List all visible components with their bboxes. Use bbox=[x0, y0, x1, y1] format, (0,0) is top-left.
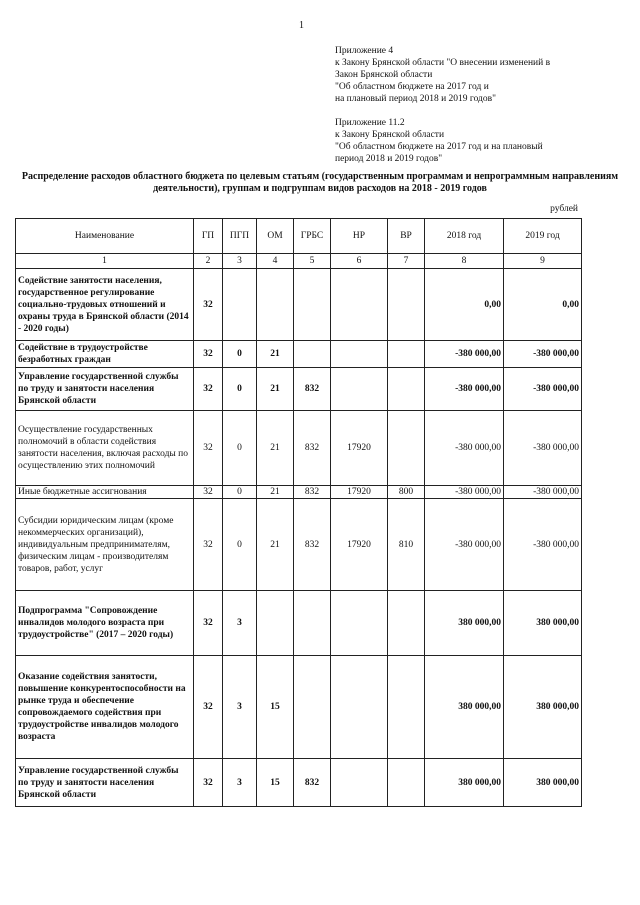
column-number: 6 bbox=[331, 254, 388, 269]
cell-pgp bbox=[223, 269, 257, 341]
cell-2018: 380 000,00 bbox=[425, 591, 504, 656]
cell-grbs: 832 bbox=[294, 411, 331, 486]
appendix-line: "Об областном бюджете на 2017 год и bbox=[335, 82, 489, 92]
column-number: 3 bbox=[223, 254, 257, 269]
cell-gp: 32 bbox=[194, 499, 223, 591]
table-row bbox=[16, 411, 582, 486]
cell-2018: -380 000,00 bbox=[425, 499, 504, 591]
header-nr: НР bbox=[331, 219, 388, 254]
cell-gp: 32 bbox=[194, 486, 223, 499]
cell-om: 21 bbox=[257, 341, 294, 368]
row-name: Подпрограмма "Сопровождение инвалидов молодого возраста при трудоустройстве" (2017 – 2020 годы) bbox=[16, 591, 194, 656]
cell-pgp: 3 bbox=[223, 759, 257, 807]
appendix-line: к Закону Брянской области "О внесении изменений в bbox=[335, 58, 551, 68]
cell-vr bbox=[388, 411, 425, 486]
table-row bbox=[16, 759, 582, 807]
table-row bbox=[16, 499, 582, 591]
cell-grbs: 832 bbox=[294, 368, 331, 411]
appendix-line: период 2018 и 2019 годов" bbox=[335, 154, 443, 164]
table-row bbox=[16, 656, 582, 759]
cell-2018: 0,00 bbox=[425, 269, 504, 341]
cell-2019: -380 000,00 bbox=[504, 486, 582, 499]
cell-om: 21 bbox=[257, 411, 294, 486]
cell-2018: 380 000,00 bbox=[425, 656, 504, 759]
cell-grbs bbox=[294, 341, 331, 368]
cell-om: 21 bbox=[257, 499, 294, 591]
cell-grbs: 832 bbox=[294, 759, 331, 807]
cell-grbs bbox=[294, 591, 331, 656]
cell-pgp: 3 bbox=[223, 591, 257, 656]
header-name: Наименование bbox=[16, 219, 194, 254]
appendix-line: Приложение 11.2 bbox=[335, 118, 405, 128]
cell-nr: 17920 bbox=[331, 499, 388, 591]
cell-2019: 380 000,00 bbox=[504, 759, 582, 807]
cell-nr bbox=[331, 269, 388, 341]
column-number-row bbox=[16, 254, 582, 269]
row-name: Субсидии юридическим лицам (кроме некоммерческих организаций), индивидуальным предпринимателям, физическим лицам - производителям товаров, работ, услуг bbox=[16, 499, 194, 591]
cell-gp: 32 bbox=[194, 269, 223, 341]
appendix-line: "Об областном бюджете на 2017 год и на плановый bbox=[335, 142, 543, 152]
cell-vr bbox=[388, 591, 425, 656]
cell-2019: 0,00 bbox=[504, 269, 582, 341]
document-title: Распределение расходов областного бюджета по целевым статьям (государственным программам и непрограммным направлениям деятельности), группам и подгруппам видов расходов на 2018 - 2019 годов bbox=[21, 171, 619, 194]
cell-nr bbox=[331, 759, 388, 807]
cell-nr bbox=[331, 368, 388, 411]
column-number: 4 bbox=[257, 254, 294, 269]
cell-2018: -380 000,00 bbox=[425, 411, 504, 486]
column-number: 1 bbox=[16, 254, 194, 269]
cell-nr: 17920 bbox=[331, 486, 388, 499]
column-number: 9 bbox=[504, 254, 582, 269]
table-row bbox=[16, 269, 582, 341]
cell-2019: -380 000,00 bbox=[504, 368, 582, 411]
cell-2018: -380 000,00 bbox=[425, 341, 504, 368]
header-om: ОМ bbox=[257, 219, 294, 254]
cell-nr bbox=[331, 341, 388, 368]
cell-2019: 380 000,00 bbox=[504, 656, 582, 759]
cell-gp: 32 bbox=[194, 591, 223, 656]
cell-2018: -380 000,00 bbox=[425, 486, 504, 499]
cell-vr bbox=[388, 368, 425, 411]
cell-om: 21 bbox=[257, 368, 294, 411]
cell-vr: 810 bbox=[388, 499, 425, 591]
row-name: Управление государственной службы по труду и занятости населения Брянской области bbox=[16, 759, 194, 807]
page-number: 1 bbox=[299, 20, 304, 31]
row-name: Управление государственной службы по труду и занятости населения Брянской области bbox=[16, 368, 194, 411]
cell-vr: 800 bbox=[388, 486, 425, 499]
table-row bbox=[16, 368, 582, 411]
row-name: Осуществление государственных полномочий в области содействия занятости населения, включая расходы по осуществлению этих полномочий bbox=[16, 411, 194, 486]
cell-pgp: 0 bbox=[223, 499, 257, 591]
row-name: Содействие занятости населения, государственное регулирование социально-трудовых отношений и охраны труда в Брянской области (2014 - 2020 годы) bbox=[16, 269, 194, 341]
cell-pgp: 0 bbox=[223, 368, 257, 411]
cell-gp: 32 bbox=[194, 341, 223, 368]
cell-2019: -380 000,00 bbox=[504, 341, 582, 368]
cell-gp: 32 bbox=[194, 368, 223, 411]
appendix-line: к Закону Брянской области bbox=[335, 130, 445, 140]
header-pgp: ПГП bbox=[223, 219, 257, 254]
header-2019: 2019 год bbox=[504, 219, 582, 254]
cell-pgp: 3 bbox=[223, 656, 257, 759]
cell-vr bbox=[388, 341, 425, 368]
table-row bbox=[16, 486, 582, 499]
cell-om bbox=[257, 269, 294, 341]
cell-pgp: 0 bbox=[223, 411, 257, 486]
column-number: 5 bbox=[294, 254, 331, 269]
cell-2019: -380 000,00 bbox=[504, 499, 582, 591]
header-vr: ВР bbox=[388, 219, 425, 254]
cell-2019: 380 000,00 bbox=[504, 591, 582, 656]
header-grbs: ГРБС bbox=[294, 219, 331, 254]
cell-gp: 32 bbox=[194, 411, 223, 486]
cell-grbs bbox=[294, 269, 331, 341]
cell-2018: 380 000,00 bbox=[425, 759, 504, 807]
cell-grbs: 832 bbox=[294, 486, 331, 499]
appendix-line: Закон Брянской области bbox=[335, 70, 433, 80]
column-number: 7 bbox=[388, 254, 425, 269]
cell-vr bbox=[388, 656, 425, 759]
cell-pgp: 0 bbox=[223, 341, 257, 368]
cell-gp: 32 bbox=[194, 656, 223, 759]
cell-pgp: 0 bbox=[223, 486, 257, 499]
table-row bbox=[16, 591, 582, 656]
budget-table bbox=[15, 218, 582, 807]
cell-2018: -380 000,00 bbox=[425, 368, 504, 411]
header-gp: ГП bbox=[194, 219, 223, 254]
cell-grbs bbox=[294, 656, 331, 759]
header-2018: 2018 год bbox=[425, 219, 504, 254]
cell-om bbox=[257, 591, 294, 656]
table-header-row bbox=[16, 219, 582, 254]
column-number: 2 bbox=[194, 254, 223, 269]
cell-2019: -380 000,00 bbox=[504, 411, 582, 486]
table-row bbox=[16, 341, 582, 368]
row-name: Содействие в трудоустройстве безработных граждан bbox=[16, 341, 194, 368]
appendix-line: Приложение 4 bbox=[335, 46, 394, 56]
cell-gp: 32 bbox=[194, 759, 223, 807]
cell-nr: 17920 bbox=[331, 411, 388, 486]
cell-vr bbox=[388, 269, 425, 341]
appendix-4-heading bbox=[335, 45, 595, 105]
cell-om: 15 bbox=[257, 759, 294, 807]
cell-om: 15 bbox=[257, 656, 294, 759]
cell-om: 21 bbox=[257, 486, 294, 499]
appendix-line: на плановый период 2018 и 2019 годов" bbox=[335, 94, 496, 104]
row-name: Оказание содействия занятости, повышение конкурентоспособности на рынке труда и обеспечение сопровождаемого содействия при трудоустройстве инвалидов молодого возраста bbox=[16, 656, 194, 759]
cell-nr bbox=[331, 656, 388, 759]
cell-vr bbox=[388, 759, 425, 807]
cell-nr bbox=[331, 591, 388, 656]
cell-grbs: 832 bbox=[294, 499, 331, 591]
row-name: Иные бюджетные ассигнования bbox=[16, 486, 194, 499]
currency-unit: рублей bbox=[550, 204, 578, 214]
appendix-11-2-heading bbox=[335, 117, 595, 165]
column-number: 8 bbox=[425, 254, 504, 269]
